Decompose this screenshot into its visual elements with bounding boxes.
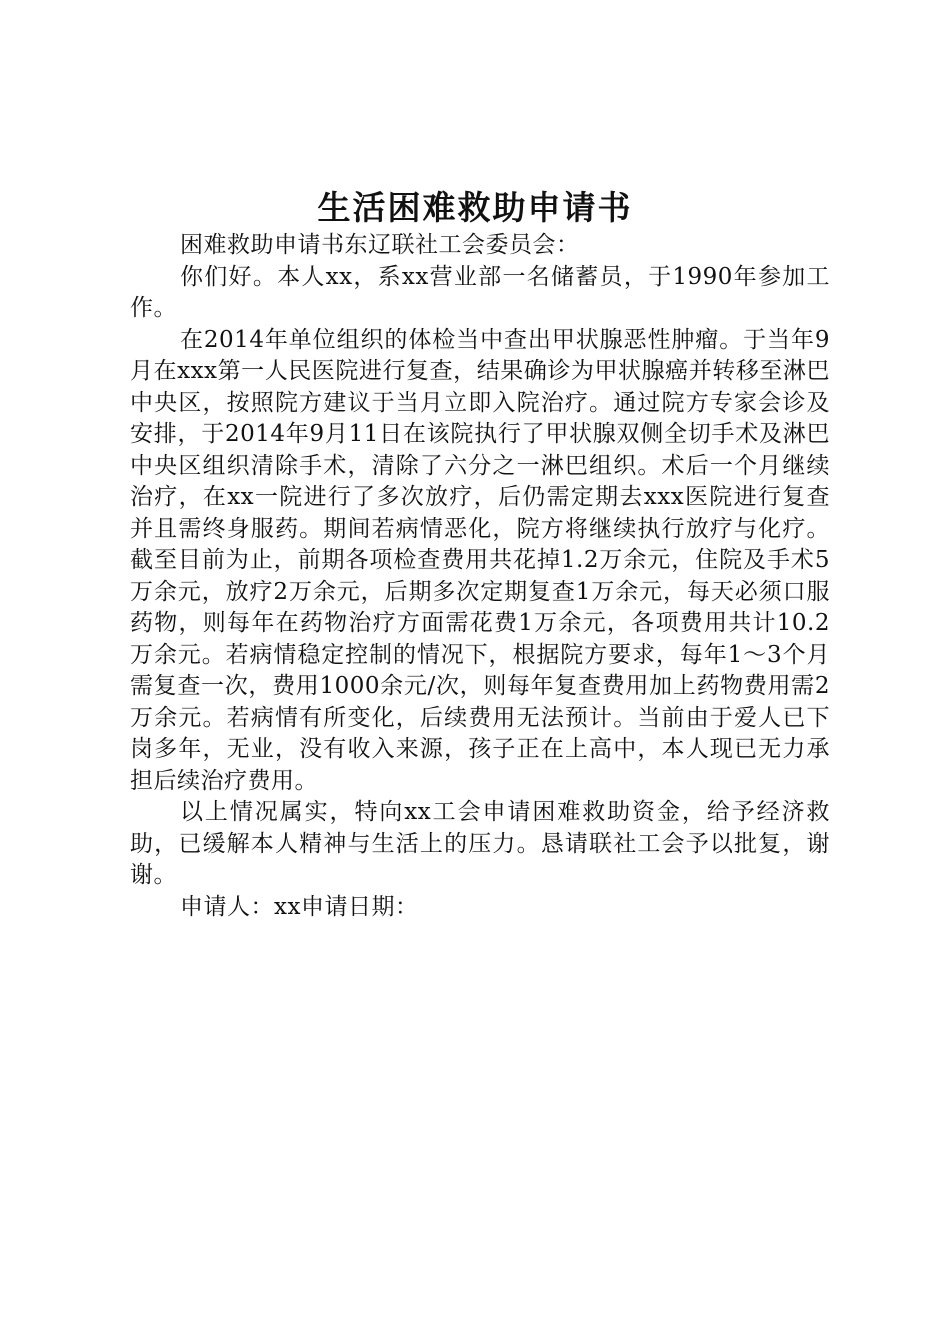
signature-line: 申请人：xx申请日期： xyxy=(180,893,419,920)
document-body xyxy=(130,230,830,923)
medical-history-paragraph: 在2014年单位组织的体检当中查出甲状腺恶性肿瘤。于当年9月在xxx第一人民医院进行复查，结果确诊为甲状腺癌并转移至淋巴中央区，按照院方建议于当月立即入院治疗。通过院方专家会诊及安排，于2014年9月11日在该院执行了甲状腺双侧全切手术及淋巴中央区组织清除手术，清除了六分之一淋巴组织。术后一个月继续治疗，在xx一院进行了多次放疗，后仍需定期去xxx医院进行复查并且需终身服药。期间若病情恶化，院方将继续执行放疗与化疗。截至目前为止，前期各项检查费用共花掉1.2万余元，住院及手术5万余元，放疗2万余元，后期多次定期复查1万余元，每天必须口服药物，则每年在药物治疗方面需花费1万余元，各项费用共计10.2万余元。若病情稳定控制的情况下，根据院方要求，每年1～3个月需复查一次，费用1000余元/次，则每年复查费用加上药物费用需2万余元。若病情有所变化，后续费用无法预计。当前由于爱人已下岗多年，无业，没有收入来源，孩子正在上高中，本人现已无力承担后续治疗费用。 xyxy=(130,326,830,794)
request-paragraph: 以上情况属实，特向xx工会申请困难救助资金，给予经济救助，已缓解本人精神与生活上的压力。恳请联社工会予以批复，谢谢。 xyxy=(130,799,830,888)
salutation: 困难救助申请书东辽联社工会委员会： xyxy=(180,232,580,258)
intro-paragraph: 你们好。本人xx，系xx营业部一名储蓄员，于1990年参加工作。 xyxy=(130,263,830,321)
document-title: 生活困难救助申请书 xyxy=(317,188,633,227)
